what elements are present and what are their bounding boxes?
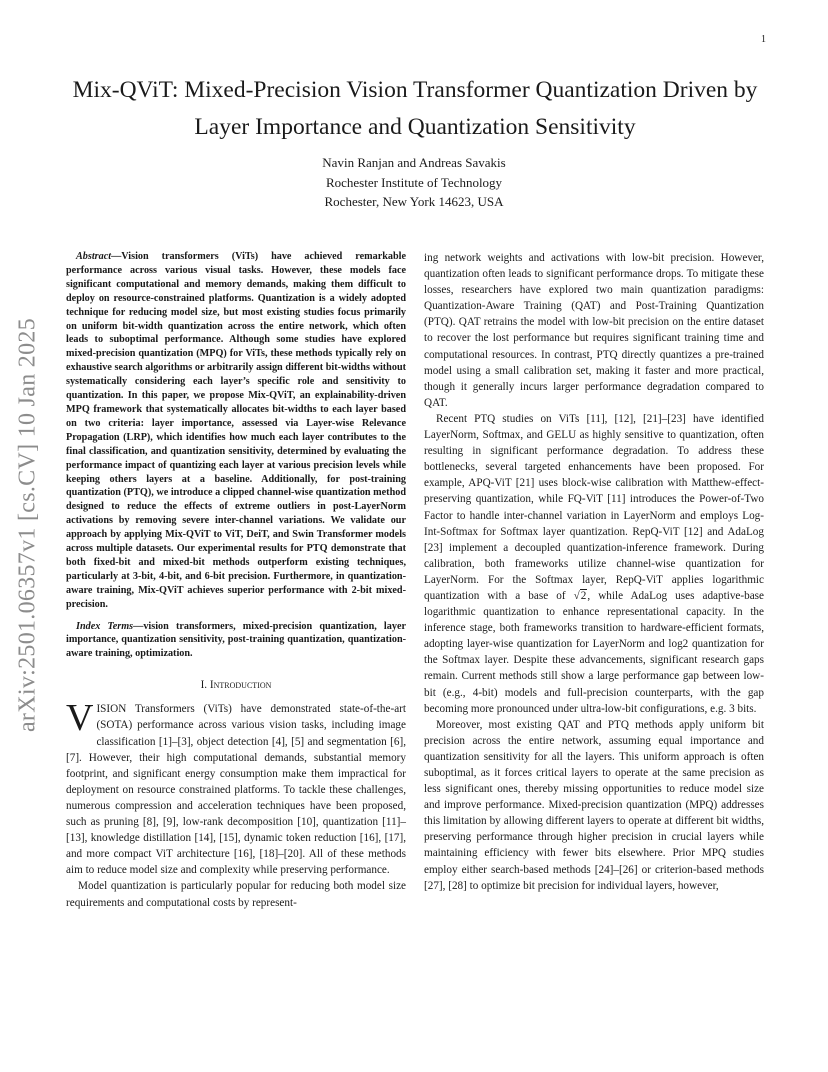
section-heading-introduction [66,677,406,693]
intro-paragraph-3-text-b: , while AdaLog uses adaptive-base logarithmic quantization to enhance representational capacity. In the inference stage, both frameworks transition to hardware-efficient formats, adopting layer-wise quantization for LayerNorm and log2 quantization for the Softmax layer. Despite these advancements, significant research gaps remain. Current methods still show a large performance gap between low-bit (e.g., 4-bit) models and full-precision counterparts, with the gap becoming more pronounced under ultra-low-bit configurations, e.g. 3 bits. [424,589,764,715]
intro-paragraph-3-text-a: Recent PTQ studies on ViTs [11], [12], [21]–[23] have identified LayerNorm, Softmax, and GELU as highly sensitive to quantization, often resulting in significant performance degradation. To address these bottlenecks, several targeted enhancements have been proposed. For example, APQ-ViT [21] uses block-wise calibration with Matthew-effect-preserving quantization, while FQ-ViT [11] introduces the Power-of-Two Factor to handle inter-channel variation in LayerNorm and employs Log-Int-Softmax for Softmax layer quantization. RepQ-ViT [12] and AdaLog [23] implement a decoupled quantization-inference framework. During calibration, both frameworks utilize channel-wise quantization for LayerNorm. For the Softmax layer, RepQ-ViT applies logarithmic quantization with a base of [424,412,764,602]
abstract-label: Abstract [76,251,112,262]
drop-cap: V [66,697,94,740]
index-terms [66,620,406,662]
abstract [66,250,406,612]
author-block [214,153,614,212]
sqrt-symbol: √ [573,589,580,602]
sqrt-argument: 2 [580,589,587,602]
intro-paragraph-2-start: Model quantization is particularly popular for reducing both model size requirements and computational costs by represent- [66,880,406,909]
index-terms-text: —vision transformers, mixed-precision quantization, layer importance, quantization sensitivity, post-training quantization, quantization-aware training, optimization. [66,620,406,660]
author-address: Rochester, New York 14623, USA [324,194,504,209]
index-terms-label: Index Terms [76,620,134,632]
abstract-text: —Vision transformers (ViTs) have achieved remarkable performance across various visual tasks. However, these models face significant computational and memory demands, making them difficult to deploy on resource-constrained platforms. Quantization is a widely adopted technique for reducing model size, but most existing studies focus primarily on uniform bit-width quantization across the entire network, which often leads to suboptimal performance. Although some studies have explored mixed-precision quantization (MPQ) for ViTs, these methods typically rely on exhaustive search algorithms or arbitrarily assign different bit-widths without systematically considering each layer’s specific role and sensitivity to quantization. In this paper, we propose Mix-QViT, an explainability-driven MPQ framework that systematically allocates bit-widths to each layer based on two criteria: layer importance, assessed via Layer-wise Relevance Propagation (LRP), which identifies how much each layer contributes to the final classification, and quantization sensitivity, determined by evaluating the performance impact of quantizing each layer at various precision levels while keeping others layers at a baseline. Additionally, for post-training quantization (PTQ), we introduce a clipped channel-wise quantization method designed to reduce the effects of extreme outliers in post-LayerNorm activations by removing severe inter-channel variations. We validate our approach by applying Mix-QViT to ViT, DeiT, and Swin Transformer models across multiple datasets. Our experimental results for PTQ demonstrate that both fixed-bit and mixed-bit methods outperform existing techniques, particularly at 3-bit, 4-bit, and 6-bit precision. Furthermore, in quantization-aware training, Mix-QViT achieves superior performance with 2-bit mixed-precision. [66,251,406,610]
author-institution: Rochester Institute of Technology [325,174,503,190]
sqrt-expression [574,589,588,602]
section-title: Introduction [209,679,272,692]
intro-paragraph-1 [66,697,406,878]
arxiv-identifier-text: arXiv:2501.06357v1 [cs.CV] 10 Jan 2025 [14,317,41,733]
intro-paragraph-1-text: ISION Transformers (ViTs) have demonstrated state-of-the-art (SOTA) performance across various vision tasks, including image classification [1]–[3], object detection [4], [5] and segmentation [6], [7]. However, their high computational demands, substantial memory footprint, and significant energy consumption make them impractical for deployment on resource constrained platforms. To tackle these challenges, numerous compression and acceleration techniques have been proposed, such as pruning [8], [9], low-rank decomposition [10], quantization [11]–[13], knowledge distillation [14], [15], dynamic token reduction [16], [17], and more compact ViT architecture [16], [18]–[20]. All of these methods aim to reduce model size and complexity while preserving performance. [66,703,406,877]
intro-paragraph-2-continued: ing network weights and activations with low-bit precision. However, quantization often leads to significant performance drops. To mitigate these losses, researchers have explored two main quantization paradigms: Quantization-Aware Training (QAT) and Post-Training Quantization (PTQ). QAT retrains the model with low-bit precision on the entire dataset to recover the lost performance but requires significant training time and computational resources. In contrast, PTQ directly quantizes a pre-trained model using a small calibration set, making it faster and more practical, though it generally incurs larger performance degradation compared to QAT. [424,252,764,409]
intro-paragraph-3 [424,411,764,717]
intro-paragraph-4: Moreover, most existing QAT and PTQ methods apply uniform bit precision across the entire network, assuming equal importance and quantization sensitivity for all the layers. This uniform approach is often suboptimal, as it forces critical layers to operate at the same precision as less significant ones, thereby missing opportunities to reduce model size and improve performance. Mixed-precision quantization (MPQ) addresses this limitation by allowing different layers to operate at different bit widths, preserving performance through higher precision in crucial layers while maintaining efficiency with fewer bits elsewhere. Prior MPQ studies employ either search-based methods [24]–[26] or criterion-based methods [27], [28] to optimize bit precision for individual layers, however, [424,718,764,892]
author-names: Navin Ranjan and Andreas Savakis [322,155,506,170]
section-number: I. [200,679,208,692]
left-column [66,250,406,911]
page-number: 1 [761,34,766,45]
right-column [424,250,764,894]
paper-title: Mix-QViT: Mixed-Precision Vision Transformer Quantization Driven by Layer Importance and Quantization Sensitivity [72,77,758,140]
arxiv-identifier-stamp [8,290,48,760]
